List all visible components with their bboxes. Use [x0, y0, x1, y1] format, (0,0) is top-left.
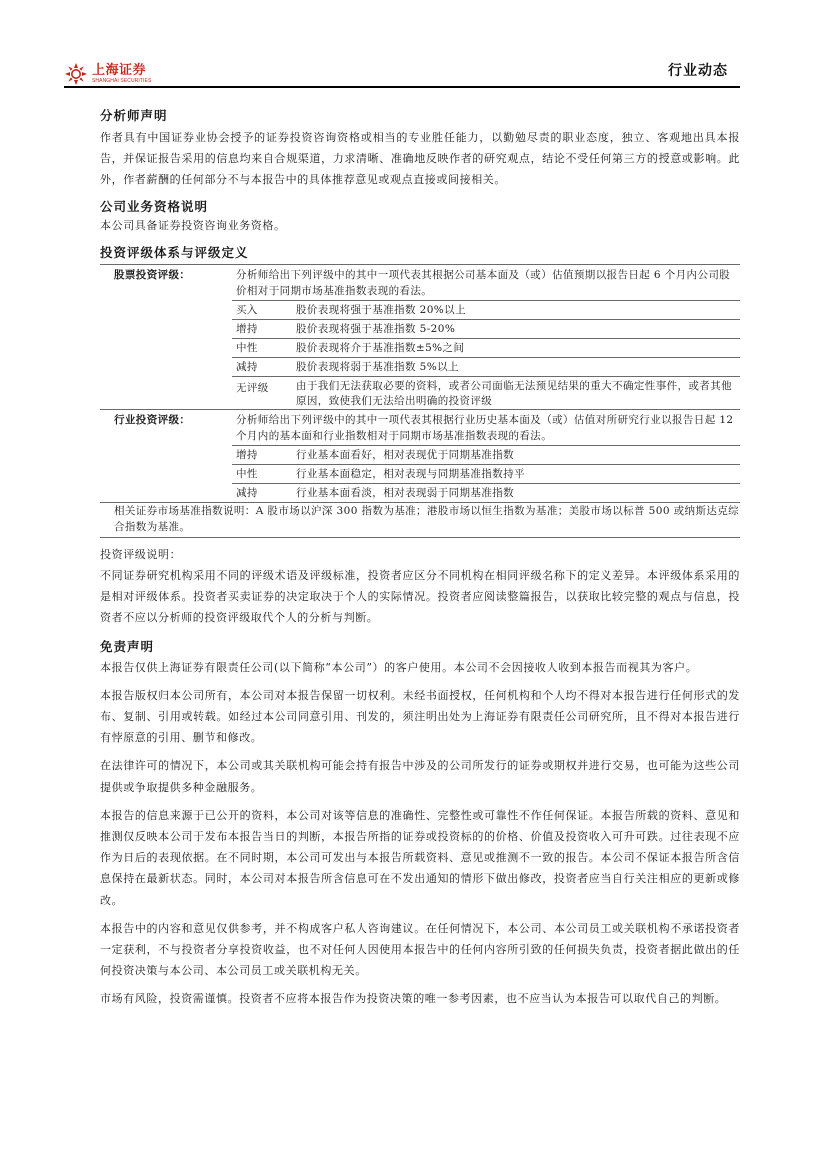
- stock-rating-description: 分析师给出下列评级中的其中一项代表其根据公司基本面及（或）估值预期以报告日起 6 个月内公司股价相对于同期市场基准指数表现的看法。: [232, 264, 740, 300]
- report-type-title: 行业动态: [668, 63, 728, 79]
- rating-level: 增持: [232, 319, 296, 338]
- disclaimer-paragraph: 在法律许可的情况下，本公司或其关联机构可能会持有报告中涉及的公司所发行的证券或期权并进行交易，也可能为这些公司提供或争取提供多种金融服务。: [100, 759, 740, 794]
- disclaimer-paragraph: 本报告的信息来源于已公开的资料，本公司对该等信息的准确性、完整性或可靠性不作任何保证。本报告所载的资料、意见和推测仅反映本公司于发布本报告当日的判断，本报告所指的证券或投资标的的价格、价值及投资收入可升可跌。过往表现不应作为日后的表现依据。在不同时期，本公司可发出与本报告所载资料、意见或推测不一致的报告。本公司不保证本报告所含信息保持在最新状态。同时，本公司对本报告所含信息可在不发出通知的情形下做出修改，投资者应当自行关注相应的更新或修改。: [100, 808, 740, 907]
- rating-level: 无评级: [232, 376, 296, 409]
- rating-definition: 股价表现将弱于基准指数 5%以上: [296, 357, 740, 376]
- rating-definition: 股价表现将强于基准指数 5-20%: [296, 319, 740, 338]
- rating-level: 增持: [232, 445, 296, 464]
- rating-level: 买入: [232, 300, 296, 319]
- rating-level: 中性: [232, 338, 296, 357]
- qualification-title: 公司业务资格说明: [100, 198, 209, 214]
- rating-level: 中性: [232, 464, 296, 483]
- rating-system-title: 投资评级体系与评级定义: [100, 244, 249, 260]
- logo-emblem-icon: [64, 62, 88, 86]
- disclaimer-paragraph: 本报告仅供上海证券有限责任公司(以下简称“本公司”）的客户使用。本公司不会因接收人收到本报告而视其为客户。: [100, 660, 698, 674]
- company-logo: [64, 62, 151, 86]
- analyst-statement-text: 作者具有中国证券业协会授予的证券投资咨询资格或相当的专业胜任能力，以勤勉尽责的职业态度，独立、客观地出具本报告，并保证报告采用的信息均来自合规渠道，力求清晰、准确地反映作者的研究观点，结论不受任何第三方的授意或影响。此外，作者薪酬的任何部分不与本报告中的具体推荐意见或观点直接或间接相关。: [100, 131, 740, 187]
- brand-name-en: SHANGHAI SECURITIES: [92, 78, 152, 84]
- page-content: [100, 106, 740, 1010]
- rating-definition: 行业基本面看好，相对表现优于同期基准指数: [296, 445, 740, 464]
- qualification-text: 本公司具备证券投资咨询业务资格。: [100, 218, 286, 232]
- rating-definition: 行业基本面看淡，相对表现弱于同期基准指数: [296, 483, 740, 502]
- rating-definition: 股价表现将介于基准指数±5%之间: [296, 338, 740, 357]
- benchmark-note: 相关证券市场基准指数说明：A 股市场以沪深 300 指数为基准；港股市场以恒生指数为基准；美股市场以标普 500 或纳斯达克综合指数为基准。: [100, 502, 740, 537]
- industry-rating-description: 分析师给出下列评级中的其中一项代表其根据行业历史基本面及（或）估值对所研究行业以报告日起 12 个月内的基本面和行业指数相对于同期市场基准指数表现的看法。: [232, 409, 740, 445]
- rating-level: 减持: [232, 357, 296, 376]
- page-header: [64, 58, 740, 88]
- rating-level: 减持: [232, 483, 296, 502]
- rating-explain-label: 投资评级说明：: [100, 547, 182, 561]
- rating-definition: 由于我们无法获取必要的资料，或者公司面临无法预见结果的重大不确定性事件，或者其他原因，致使我们无法给出明确的投资评级: [296, 376, 740, 409]
- analyst-statement-title: 分析师声明: [100, 108, 168, 123]
- disclaimer-title: 免责声明: [100, 638, 155, 654]
- disclaimer-paragraph: 市场有风险，投资需谨慎。投资者不应将本报告作为投资决策的唯一参考因素，也不应当认为本报告可以取代自己的判断。: [100, 992, 727, 1006]
- industry-rating-label: 行业投资评级：: [100, 409, 232, 502]
- rating-definition-table: [100, 264, 740, 538]
- disclaimer-paragraph: 本报告版权归本公司所有，本公司对本报告保留一切权利。未经书面授权，任何机构和个人均不得对本报告进行任何形式的发布、复制、引用或转载。如经过本公司同意引用、刊发的，须注明出处为上海证券有限责任公司研究所，且不得对本报告进行有悖原意的引用、删节和修改。: [100, 688, 740, 745]
- rating-explain-text: 不同证券研究机构采用不同的评级术语及评级标准，投资者应区分不同机构在相同评级名称下的定义差异。本评级体系采用的是相对评级体系。投资者买卖证券的决定取决于个人的实际情况。投资者应阅读整篇报告，以获取比较完整的观点与信息，投资者不应以分析师的投资评级取代个人的分析与判断。: [100, 569, 740, 625]
- rating-definition: 股价表现将强于基准指数 20%以上: [296, 300, 740, 319]
- stock-rating-label: 股票投资评级：: [100, 264, 232, 409]
- rating-definition: 行业基本面稳定，相对表现与同期基准指数持平: [296, 464, 740, 483]
- header-divider: [64, 86, 740, 88]
- disclaimer-paragraph: 本报告中的内容和意见仅供参考，并不构成客户私人咨询建议。在任何情况下，本公司、本公司员工或关联机构不承诺投资者一定获利，不与投资者分享投资收益，也不对任何人因使用本报告中的任何内容所引致的任何损失负责，投资者据此做出的任何投资决策与本公司、本公司员工或关联机构无关。: [100, 921, 740, 978]
- brand-name: 上海证券: [92, 63, 147, 78]
